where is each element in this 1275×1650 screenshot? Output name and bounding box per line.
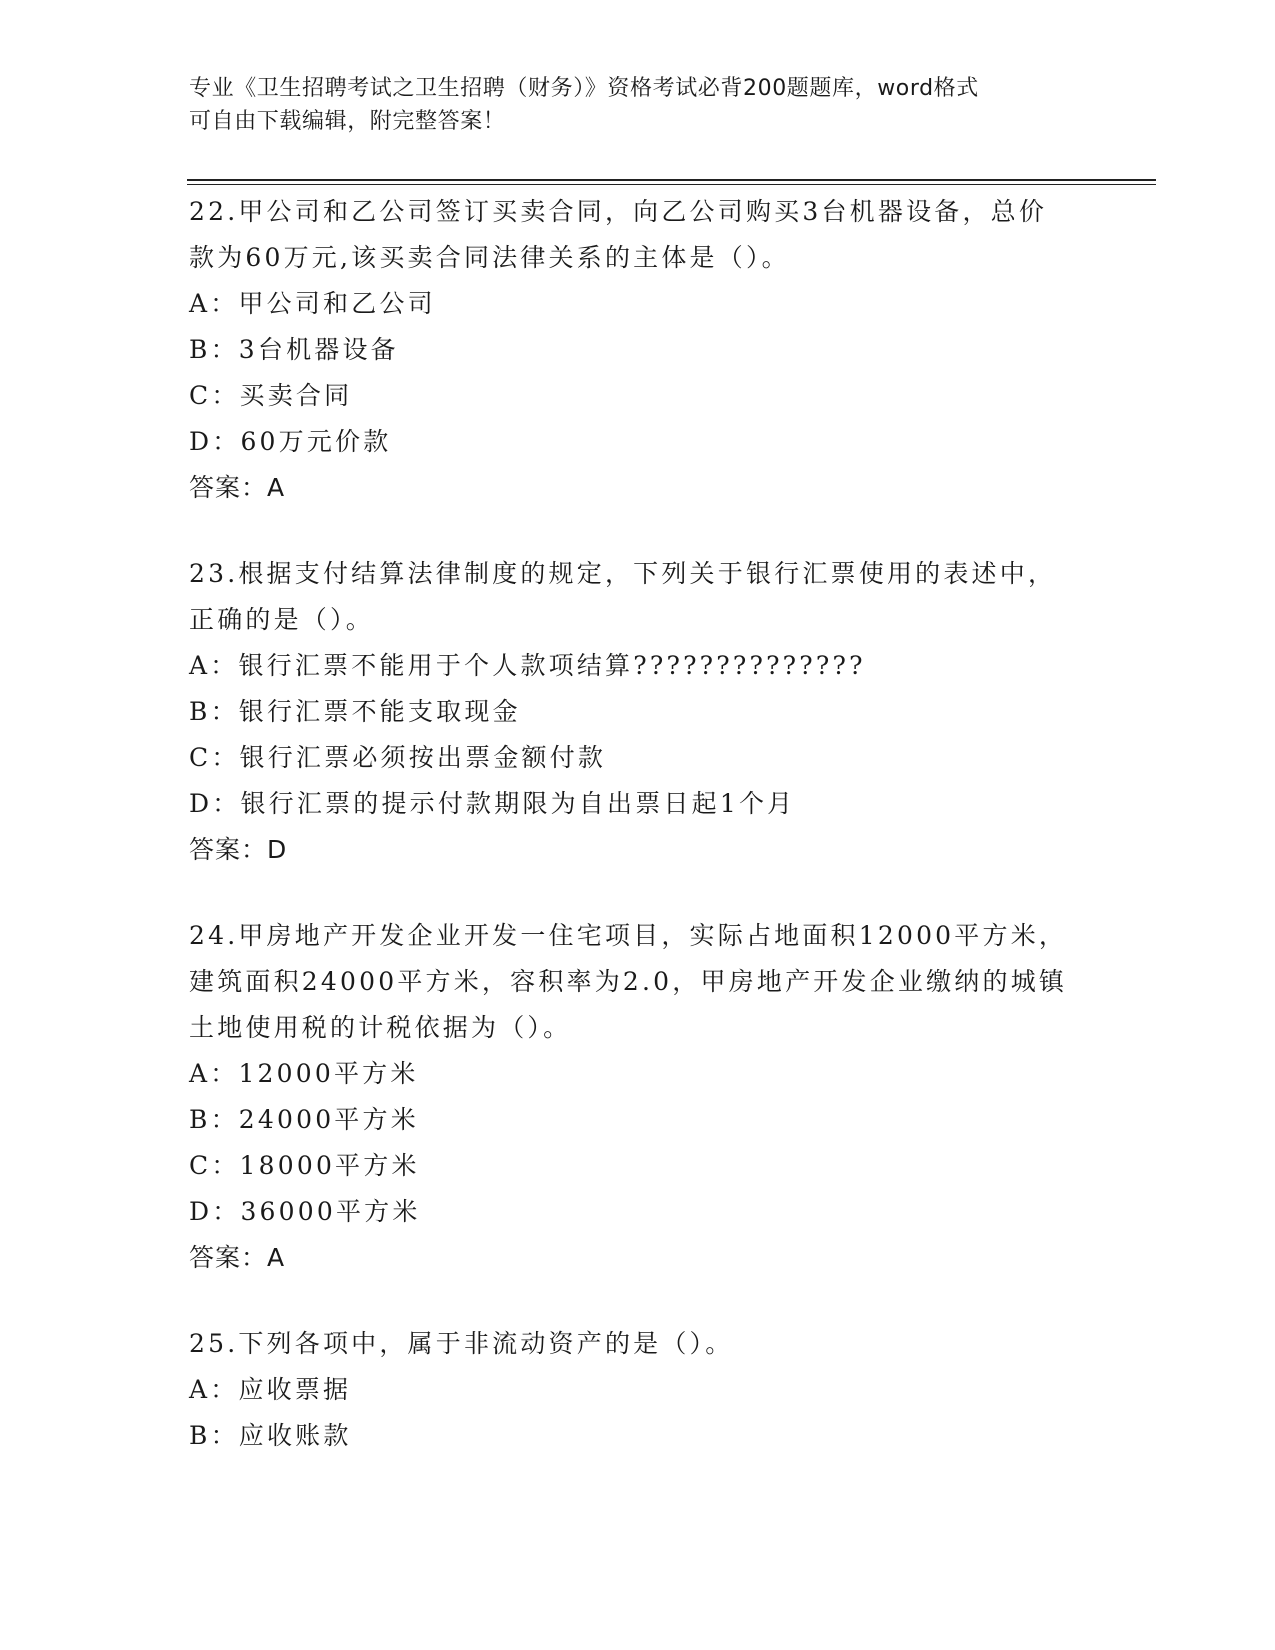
option-a: A：应收票据 xyxy=(189,1375,352,1404)
answer: 答案：A xyxy=(189,473,286,502)
option-a: A：甲公司和乙公司 xyxy=(189,289,436,318)
stem-line: 土地使用税的计税依据为（）。 xyxy=(189,1013,572,1042)
stem-line: 24.甲房地产开发企业开发一住宅项目，实际占地面积12000平方米， xyxy=(189,921,1068,950)
option-b: B：24000平方米 xyxy=(189,1105,419,1134)
stem-line: 22.甲公司和乙公司签订买卖合同，向乙公司购买3台机器设备，总价 xyxy=(189,197,1048,226)
document-header xyxy=(189,72,1089,138)
question-25 xyxy=(189,1321,1089,1459)
option-a: A：12000平方米 xyxy=(189,1059,419,1088)
option-c: C：18000平方米 xyxy=(189,1151,420,1180)
question-stem xyxy=(189,189,1089,281)
stem-line: 建筑面积24000平方米，容积率为2.0，甲房地产开发企业缴纳的城镇 xyxy=(189,967,1068,996)
question-stem xyxy=(189,551,1089,643)
question-stem xyxy=(189,1321,1089,1367)
option-d: D：60万元价款 xyxy=(189,427,392,456)
option-b: B：银行汇票不能支取现金 xyxy=(189,697,521,726)
option-b: B：应收账款 xyxy=(189,1421,352,1450)
stem-line: 正确的是（）。 xyxy=(189,605,374,634)
question-list xyxy=(189,189,1089,1499)
question-24 xyxy=(189,913,1089,1281)
option-c: C：买卖合同 xyxy=(189,381,353,410)
question-stem xyxy=(189,913,1089,1051)
header-rule-thin xyxy=(187,184,1156,185)
question-22 xyxy=(189,189,1089,511)
header-rule-thick xyxy=(187,179,1156,181)
header-line-2: 可自由下载编辑，附完整答案！ xyxy=(189,109,506,134)
answer: 答案：D xyxy=(189,835,288,864)
header-line-1: 专业《卫生招聘考试之卫生招聘（财务）》资格考试必背200题题库，word格式 xyxy=(189,76,979,101)
stem-line: 25.下列各项中，属于非流动资产的是（）。 xyxy=(189,1329,734,1358)
option-b: B：3台机器设备 xyxy=(189,335,399,364)
option-a: A：银行汇票不能用于个人款项结算?????????????? xyxy=(189,651,866,680)
question-23 xyxy=(189,551,1089,873)
answer: 答案：A xyxy=(189,1243,286,1272)
stem-line: 款为60万元,该买卖合同法律关系的主体是（）。 xyxy=(189,243,790,272)
option-d: D：银行汇票的提示付款期限为自出票日起1个月 xyxy=(189,789,796,818)
option-c: C：银行汇票必须按出票金额付款 xyxy=(189,743,607,772)
option-d: D：36000平方米 xyxy=(189,1197,421,1226)
stem-line: 23.根据支付结算法律制度的规定，下列关于银行汇票使用的表述中， xyxy=(189,559,1057,588)
